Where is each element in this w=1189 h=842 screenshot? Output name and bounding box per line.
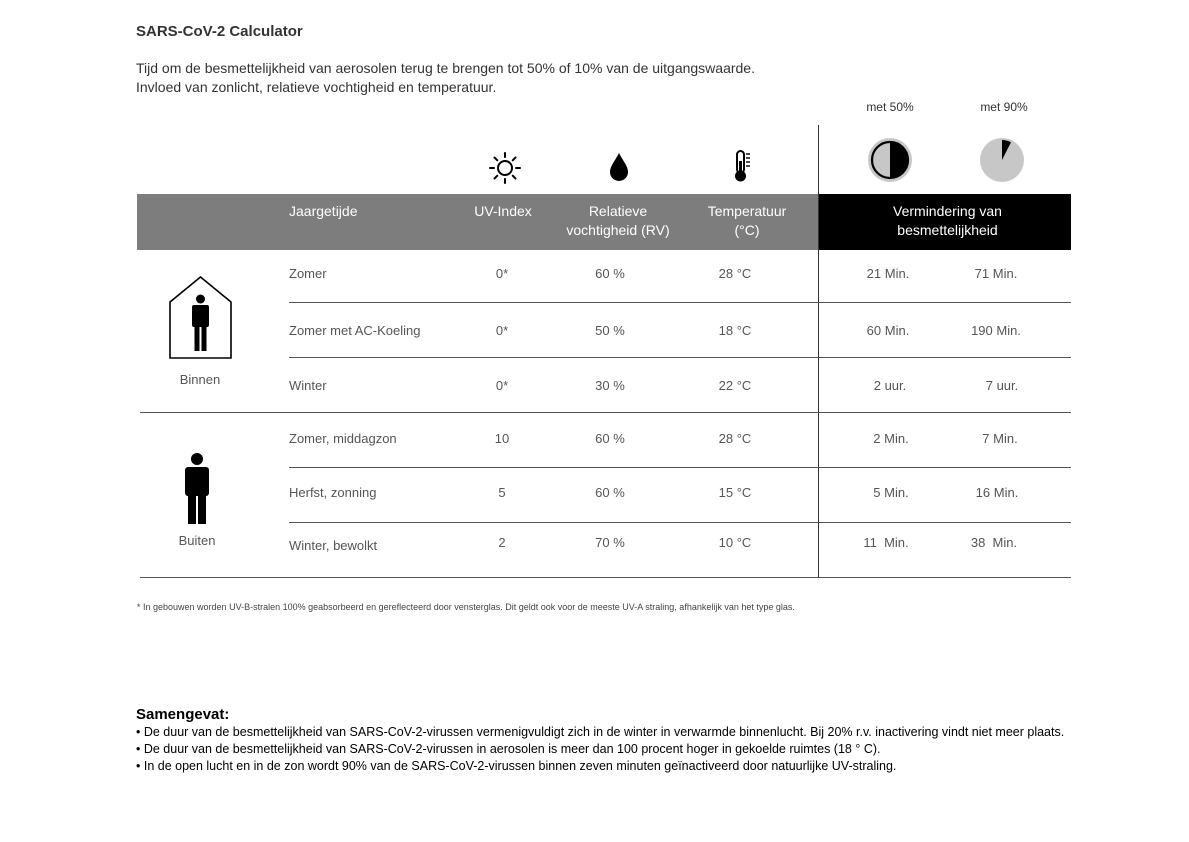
row-season: Winter, bewolkt [289,538,378,553]
row-uv: 0* [495,323,509,338]
row-divider [289,522,1071,523]
header-temperature-line-2: (°C) [734,222,760,238]
row-divider [289,357,1071,358]
group-label-outdoor: Buiten [178,533,216,548]
person-icon [181,452,213,524]
header-reduction-line-1: Vermindering van [893,203,1002,219]
row-uv: 0* [495,378,509,393]
row-reduction-90: 38 Min. [970,535,1018,550]
label-90-percent: met 90% [980,100,1028,114]
row-temperature: 28 °C [718,266,752,281]
summary-title: Samengevat: [136,706,230,723]
header-reduction [855,202,1040,240]
row-reduction-90: 71 Min. [974,266,1018,281]
row-reduction-90: 7 uur. [985,378,1019,393]
sun-icon [488,151,522,185]
header-humidity-line-1: Relatieve [588,203,648,219]
row-temperature: 28 °C [718,431,752,446]
row-divider [289,302,1071,303]
row-reduction-50: 5 Min. [873,485,909,500]
footnote: * In gebouwen worden UV-B-stralen 100% geabsorbeerd en gereflecteerd door vensterglas. Dit geldt ook voor de meeste UV-A straling, afhankelijk van het type glas. [137,602,795,612]
header-season: Jaargetijde [289,203,358,219]
row-humidity: 60 % [595,431,625,446]
page-title: SARS-CoV-2 Calculator [136,23,303,40]
header-humidity [548,202,688,240]
row-uv: 10 [494,431,510,446]
row-season: Zomer [289,266,327,281]
row-uv: 2 [498,535,506,550]
row-reduction-50: 11 Min. [863,535,909,550]
group-label-indoor: Binnen [179,372,221,387]
table-bottom-line [140,577,1071,578]
row-temperature: 22 °C [718,378,752,393]
row-season: Herfst, zonning [289,485,377,500]
row-divider [289,467,1071,468]
subtitle-line-1: Tijd om de besmettelijkheid van aerosolen terug te brengen tot 50% of 10% van de uitgangswaarde. [136,60,755,76]
house-person-icon [168,276,233,360]
row-season: Zomer, middagzon [289,431,397,446]
row-reduction-50: 60 Min. [866,323,910,338]
header-temperature [692,202,802,240]
row-season: Winter [289,378,327,393]
water-drop-icon [607,151,631,183]
half-pie-icon [867,137,913,183]
row-humidity: 60 % [595,485,625,500]
summary-line: • De duur van de besmettelijkheid van SARS-CoV-2-virussen in aerosolen is meer dan 100 procent hoger in gekoelde ruimtes (18 ° C). [136,742,881,756]
column-divider [818,125,819,578]
row-reduction-50: 21 Min. [866,266,910,281]
row-temperature: 18 °C [718,323,752,338]
thermometer-icon [729,149,755,183]
row-humidity: 60 % [595,266,625,281]
header-humidity-line-2: vochtigheid (RV) [566,222,670,238]
row-temperature: 10 °C [718,535,752,550]
summary-line: • In de open lucht en in de zon wordt 90% van de SARS-CoV-2-virussen binnen zeven minuten geïnactiveerd door natuurlijke UV-straling. [136,759,897,773]
label-50-percent: met 50% [866,100,914,114]
row-uv: 0* [495,266,509,281]
row-reduction-90: 7 Min. [982,431,1018,446]
row-season: Zomer met AC-Koeling [289,323,421,338]
summary-line: • De duur van de besmettelijkheid van SARS-CoV-2-virussen vermenigvuldigt zich in de winter in verwarmde binnenlucht. Bij 20% r.v. inactivering vindt niet meer plaats. [136,725,1065,739]
row-reduction-90: 16 Min. [975,485,1019,500]
header-temperature-line-1: Temperatuur [707,203,787,219]
header-uv-index: UV-Index [474,203,532,219]
group-divider [140,412,1071,413]
slice-pie-icon [979,137,1025,183]
row-humidity: 70 % [595,535,625,550]
row-uv: 5 [498,485,506,500]
row-reduction-50: 2 uur. [873,378,907,393]
subtitle-line-2: Invloed van zonlicht, relatieve vochtigheid en temperatuur. [136,79,497,95]
row-temperature: 15 °C [718,485,752,500]
row-humidity: 30 % [595,378,625,393]
row-humidity: 50 % [595,323,625,338]
header-reduction-line-2: besmettelijkheid [897,222,998,238]
row-reduction-50: 2 Min. [873,431,909,446]
row-reduction-90: 190 Min. [971,323,1021,338]
